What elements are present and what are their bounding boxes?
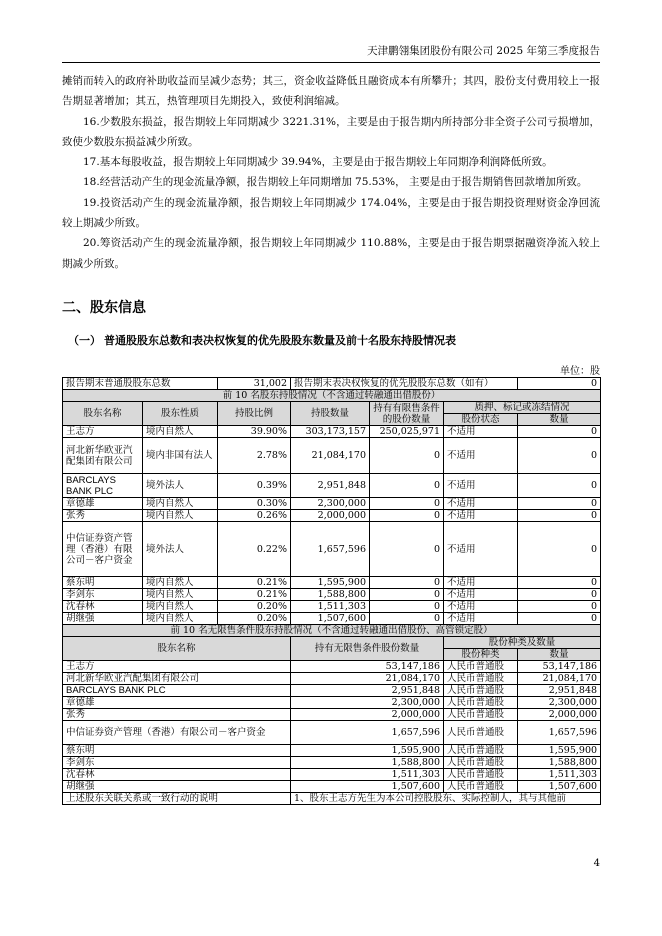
unrestricted-row (63, 661, 601, 673)
holder-qty: 1,507,600 (291, 613, 370, 625)
holder-pledge-status: 不适用 (444, 522, 518, 577)
unrestricted-title-row (63, 625, 601, 637)
col-header-name: 股东名称 (63, 402, 143, 426)
holder-restricted: 0 (370, 601, 444, 613)
col-header-pledge-group: 质押、标记或冻结情况 (444, 402, 601, 414)
holder-pledge-qty: 0 (518, 510, 601, 522)
pref-holders-count: 0 (518, 378, 601, 390)
ur-share-qty: 1,588,800 (518, 757, 601, 769)
ur-holder-name: 中信证券资产管理（香港）有限公司－客户资金 (63, 721, 291, 745)
ur-share-kind: 人民币普通股 (444, 673, 518, 685)
holder-restricted: 0 (370, 510, 444, 522)
ur-holder-name: 王志方 (63, 661, 291, 673)
ur-holder-name: 沈春林 (63, 769, 291, 781)
top10-header-row (63, 402, 601, 414)
ur-share-kind: 人民币普通股 (444, 757, 518, 769)
holder-pledge-qty: 0 (518, 474, 601, 498)
related-label: 上述股东关联关系或一致行动的说明 (63, 793, 291, 805)
holder-qty: 1,657,596 (291, 522, 370, 577)
holder-pledge-qty: 0 (518, 426, 601, 438)
holder-name: 中信证券资产管理（香港）有限公司－客户资金 (63, 522, 143, 577)
holder-restricted: 0 (370, 522, 444, 577)
col-header-restricted: 持有有限售条件的股份数量 (370, 402, 444, 426)
ur-holder-name: 河北新华欧亚汽配集团有限公司 (63, 673, 291, 685)
col-header-pledge-qty: 数量 (518, 414, 601, 426)
top10-row (63, 589, 601, 601)
holder-ratio: 39.90% (218, 426, 291, 438)
ur-holder-qty: 2,300,000 (291, 697, 444, 709)
holder-qty: 2,000,000 (291, 510, 370, 522)
holder-name: 李剑东 (63, 589, 143, 601)
holder-pledge-qty: 0 (518, 438, 601, 474)
holder-restricted: 0 (370, 613, 444, 625)
ur-share-qty: 2,300,000 (518, 697, 601, 709)
ur-share-kind: 人民币普通股 (444, 661, 518, 673)
holder-name: 蔡东明 (63, 577, 143, 589)
holder-pledge-status: 不适用 (444, 577, 518, 589)
holder-pledge-status: 不适用 (444, 438, 518, 474)
ur-col-header-qty: 持有无限售条件股份数量 (291, 637, 444, 661)
col-header-type: 股东性质 (143, 402, 218, 426)
ur-holder-qty: 21,084,170 (291, 673, 444, 685)
unrestricted-header-row (63, 637, 601, 649)
holder-qty: 303,173,157 (291, 426, 370, 438)
holder-type: 境内自然人 (143, 510, 218, 522)
unrestricted-row (63, 721, 601, 745)
ur-holder-qty: 1,595,900 (291, 745, 444, 757)
holder-qty: 1,595,900 (291, 577, 370, 589)
ur-share-kind: 人民币普通股 (444, 769, 518, 781)
holder-type: 境外法人 (143, 474, 218, 498)
holder-qty: 1,511,303 (291, 601, 370, 613)
paragraph: 18.经营活动产生的现金流量净额，报告期较上年同期增加 75.53%， 主要是由于报告期销售回款增加所致。 (83, 176, 588, 189)
ur-share-kind: 人民币普通股 (444, 697, 518, 709)
holder-ratio: 2.78% (218, 438, 291, 474)
holder-type: 境内自然人 (143, 613, 218, 625)
holder-ratio: 0.20% (218, 613, 291, 625)
ur-holder-qty: 1,657,596 (291, 721, 444, 745)
unrestricted-row (63, 769, 601, 781)
unrestricted-row (63, 673, 601, 685)
subsection-text: 普通股股东总数和表决权恢复的优先股股东数量及前十名股东持股情况表 (104, 334, 456, 347)
top10-row (63, 601, 601, 613)
paragraph: 17.基本每股收益，报告期较上年同期减少 39.94%，主要是由于报告期较上年同期净利润降低所致。 (83, 156, 553, 169)
subsection-title (68, 332, 456, 348)
holder-name: 张秀 (63, 510, 143, 522)
holder-restricted: 0 (370, 474, 444, 498)
col-header-ratio: 持股比例 (218, 402, 291, 426)
holder-restricted: 0 (370, 577, 444, 589)
common-holders-label: 报告期末普通股股东总数 (63, 378, 218, 390)
holder-restricted: 0 (370, 498, 444, 510)
unit-label: 单位：股 (560, 366, 600, 377)
col-header-pledge-status: 股份状态 (444, 414, 518, 426)
ur-col-header-group: 股份种类及数量 (444, 637, 601, 649)
holder-restricted: 0 (370, 438, 444, 474)
holder-name: BARCLAYS BANK PLC (63, 474, 143, 498)
holder-ratio: 0.21% (218, 589, 291, 601)
ur-share-qty: 1,511,303 (518, 769, 601, 781)
paragraph: 摊销而转入的政府补助收益而呈减少态势；其三，资金收益降低且融资成本有所攀升；其四，股份支付费用较上一报告期显著增加；其五，热管理项目先期投入，致使利润缩减。 (62, 75, 600, 108)
ur-share-qty: 1,595,900 (518, 745, 601, 757)
top10-title: 前 10 名股东持股情况（不含通过转融通出借股份） (63, 390, 601, 402)
holder-name: 胡继强 (63, 613, 143, 625)
ur-holder-qty: 2,000,000 (291, 709, 444, 721)
unrestricted-title: 前 10 名无限售条件股东持股情况（不含通过转融通出借股份、高管锁定股） (63, 625, 601, 637)
holder-name: 河北新华欧亚汽配集团有限公司 (63, 438, 143, 474)
unrestricted-row (63, 697, 601, 709)
related-row (63, 793, 601, 805)
subsection-number: （一） (68, 334, 101, 347)
holder-type: 境外法人 (143, 522, 218, 577)
top10-row (63, 577, 601, 589)
ur-share-qty: 1,657,596 (518, 721, 601, 745)
unrestricted-row (63, 709, 601, 721)
section-title: 二、股东信息 (62, 300, 146, 316)
paragraph: 16.少数股东损益，报告期较上年同期减少 3221.31%，主要是由于报告期内所持部分非全资子公司亏损增加，致使少数股东损益减少所致。 (62, 115, 600, 148)
top10-row (63, 510, 601, 522)
holder-pledge-status: 不适用 (444, 510, 518, 522)
ur-col-header-name: 股东名称 (63, 637, 291, 661)
holder-type: 境内自然人 (143, 601, 218, 613)
ur-share-qty: 53,147,186 (518, 661, 601, 673)
ur-col-header-kqty: 数量 (518, 649, 601, 661)
ur-holder-qty: 53,147,186 (291, 661, 444, 673)
ur-holder-name: BARCLAYS BANK PLC (63, 685, 291, 697)
header-title: 天津鹏翎集团股份有限公司 2025 年第三季度报告 (367, 45, 600, 57)
holder-qty: 2,951,848 (291, 474, 370, 498)
holder-restricted: 0 (370, 589, 444, 601)
ur-holder-qty: 1,588,800 (291, 757, 444, 769)
ur-holder-name: 胡继强 (63, 781, 291, 793)
holder-ratio: 0.30% (218, 498, 291, 510)
top10-row (63, 522, 601, 577)
pref-holders-label: 报告期末表决权恢复的优先股股东总数（如有） (291, 378, 518, 390)
unrestricted-row (63, 781, 601, 793)
col-header-qty: 持股数量 (291, 402, 370, 426)
ur-share-kind: 人民币普通股 (444, 721, 518, 745)
ur-holder-qty: 1,507,600 (291, 781, 444, 793)
paragraph: 19.投资活动产生的现金流量净额，报告期较上年同期减少 174.04%，主要是由于报告期投资理财资金净回流较上期减少所致。 (62, 196, 600, 230)
holder-pledge-qty: 0 (518, 613, 601, 625)
ur-holder-name: 章德雄 (63, 697, 291, 709)
holder-qty: 1,588,800 (291, 589, 370, 601)
unrestricted-row (63, 685, 601, 697)
top10-row (63, 474, 601, 498)
ur-share-kind: 人民币普通股 (444, 745, 518, 757)
holder-qty: 21,084,170 (291, 438, 370, 474)
holder-pledge-qty: 0 (518, 577, 601, 589)
holder-pledge-qty: 0 (518, 601, 601, 613)
page-header (62, 44, 600, 63)
holder-qty: 2,300,000 (291, 498, 370, 510)
holder-ratio: 0.22% (218, 522, 291, 577)
holder-name: 章德雄 (63, 498, 143, 510)
related-text: 1、股东王志方先生为本公司控股股东、实际控制人，其与其他前 (291, 793, 601, 805)
ur-holder-qty: 2,951,848 (291, 685, 444, 697)
top10-title-row (63, 390, 601, 402)
page-number: 4 (593, 858, 600, 869)
ur-holder-name: 张秀 (63, 709, 291, 721)
paragraph: 20.筹资活动产生的现金流量净额，报告期较上年同期减少 110.88%，主要是由于报告期票据融资净流入较上期减少所致。 (62, 237, 600, 270)
holder-pledge-qty: 0 (518, 498, 601, 510)
analysis-paragraphs (62, 71, 600, 274)
ur-share-qty: 2,951,848 (518, 685, 601, 697)
holder-ratio: 0.26% (218, 510, 291, 522)
holder-pledge-status: 不适用 (444, 601, 518, 613)
top10-row (63, 426, 601, 438)
summary-row (63, 378, 601, 390)
holder-pledge-status: 不适用 (444, 589, 518, 601)
holder-ratio: 0.20% (218, 601, 291, 613)
holder-pledge-status: 不适用 (444, 498, 518, 510)
ur-share-qty: 1,507,600 (518, 781, 601, 793)
top10-row (63, 613, 601, 625)
holder-pledge-qty: 0 (518, 589, 601, 601)
holder-ratio: 0.21% (218, 577, 291, 589)
ur-holder-name: 蔡东明 (63, 745, 291, 757)
holder-pledge-status: 不适用 (444, 474, 518, 498)
ur-share-kind: 人民币普通股 (444, 709, 518, 721)
top10-row (63, 498, 601, 510)
holder-pledge-status: 不适用 (444, 426, 518, 438)
holder-type: 境内自然人 (143, 498, 218, 510)
holder-restricted: 250,025,971 (370, 426, 444, 438)
holder-type: 境内自然人 (143, 589, 218, 601)
holder-type: 境内非国有法人 (143, 438, 218, 474)
ur-holder-qty: 1,511,303 (291, 769, 444, 781)
ur-col-header-kind: 股份种类 (444, 649, 518, 661)
ur-holder-name: 李剑东 (63, 757, 291, 769)
holder-pledge-qty: 0 (518, 522, 601, 577)
holder-name: 王志方 (63, 426, 143, 438)
holder-ratio: 0.39% (218, 474, 291, 498)
ur-share-kind: 人民币普通股 (444, 685, 518, 697)
unrestricted-row (63, 745, 601, 757)
holder-type: 境内自然人 (143, 577, 218, 589)
ur-share-kind: 人民币普通股 (444, 781, 518, 793)
unrestricted-row (63, 757, 601, 769)
holder-pledge-status: 不适用 (444, 613, 518, 625)
ur-share-qty: 2,000,000 (518, 709, 601, 721)
holder-name: 沈春林 (63, 601, 143, 613)
holder-type: 境内自然人 (143, 426, 218, 438)
shareholders-table (62, 377, 601, 805)
common-holders-count: 31,002 (218, 378, 291, 390)
top10-row (63, 438, 601, 474)
ur-share-qty: 21,084,170 (518, 673, 601, 685)
